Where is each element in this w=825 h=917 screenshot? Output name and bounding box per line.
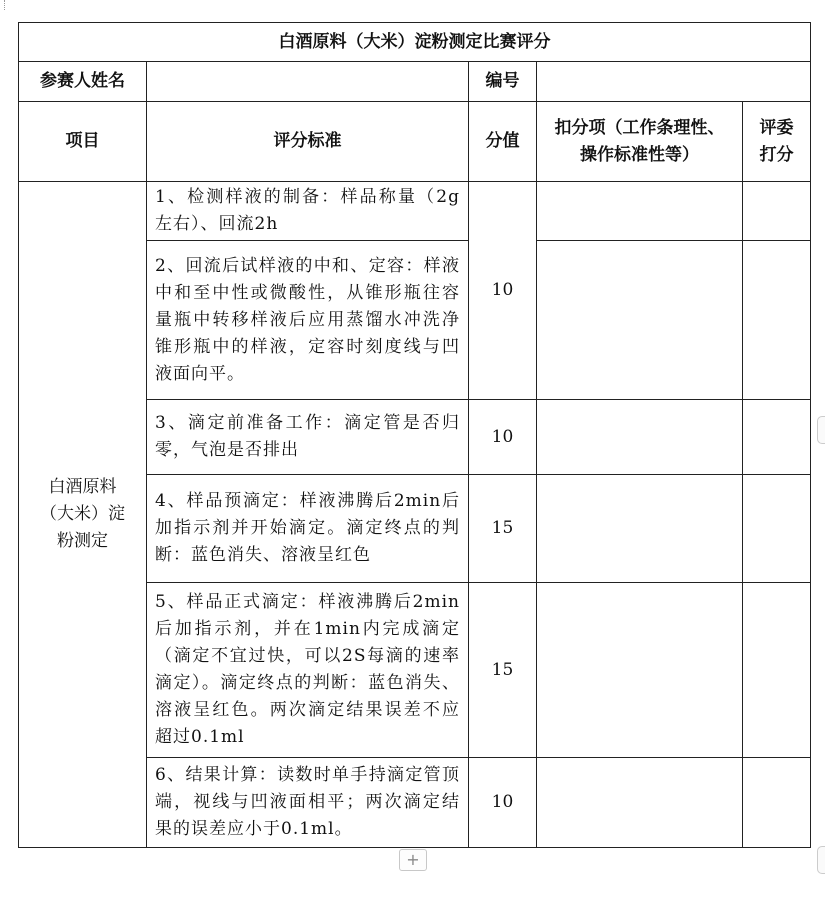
deduction-cell-6[interactable]	[537, 758, 743, 848]
deduction-cell-5[interactable]	[537, 583, 743, 758]
table-row	[19, 182, 811, 241]
number-field[interactable]	[537, 62, 811, 102]
judge-score-cell-1[interactable]	[743, 182, 811, 241]
score-value-3: 15	[469, 475, 537, 583]
header-deduction: 扣分项（工作条理性、操作标准性等）	[537, 102, 743, 182]
judge-score-cell-3[interactable]	[743, 400, 811, 475]
header-project: 项目	[19, 102, 147, 182]
table-resize-handle[interactable]	[817, 846, 825, 874]
table-title: 白酒原料（大米）淀粉测定比赛评分	[19, 23, 811, 62]
row-resize-handle[interactable]	[817, 416, 825, 444]
criteria-6: 6、结果计算：读数时单手持滴定管顶端，视线与凹液面相平；两次滴定结果的误差应小于0.1ml。	[147, 758, 469, 848]
judge-score-cell-6[interactable]	[743, 758, 811, 848]
judge-score-cell-5[interactable]	[743, 583, 811, 758]
score-value-5: 10	[469, 758, 537, 848]
project-name: 白酒原料（大米）淀粉测定	[19, 182, 147, 848]
criteria-4: 4、样品预滴定：样液沸腾后2min后加指示剂并开始滴定。滴定终点的判断：蓝色消失、溶液呈红色	[147, 475, 469, 583]
deduction-cell-4[interactable]	[537, 475, 743, 583]
criteria-3: 3、滴定前准备工作：滴定管是否归零，气泡是否排出	[147, 400, 469, 475]
criteria-5: 5、样品正式滴定：样液沸腾后2min后加指示剂，并在1min内完成滴定（滴定不宜过快，可以2S每滴的速率滴定）。滴定终点的判断：蓝色消失、溶液呈红色。两次滴定结果误差不应超过0.1ml	[147, 583, 469, 758]
corner-marker	[0, 0, 5, 10]
number-label: 编号	[469, 62, 537, 102]
judge-score-cell-4[interactable]	[743, 475, 811, 583]
judge-score-cell-2[interactable]	[743, 241, 811, 400]
header-score: 分值	[469, 102, 537, 182]
score-value-1: 10	[469, 182, 537, 400]
add-row-button[interactable]: +	[399, 849, 427, 871]
participant-name-label: 参赛人姓名	[19, 62, 147, 102]
header-criteria: 评分标准	[147, 102, 469, 182]
score-value-4: 15	[469, 583, 537, 758]
score-value-2: 10	[469, 400, 537, 475]
deduction-cell-3[interactable]	[537, 400, 743, 475]
deduction-cell-1[interactable]	[537, 182, 743, 241]
criteria-1: 1、检测样液的制备：样品称量（2g左右）、回流2h	[147, 182, 469, 241]
scoring-table	[18, 22, 811, 848]
criteria-2: 2、回流后试样液的中和、定容：样液中和至中性或微酸性，从锥形瓶往容量瓶中转移样液后应用蒸馏水冲洗净锥形瓶中的样液，定容时刻度线与凹液面向平。	[147, 241, 469, 400]
header-judge-score: 评委打分	[743, 102, 811, 182]
participant-name-field[interactable]	[147, 62, 469, 102]
deduction-cell-2[interactable]	[537, 241, 743, 400]
